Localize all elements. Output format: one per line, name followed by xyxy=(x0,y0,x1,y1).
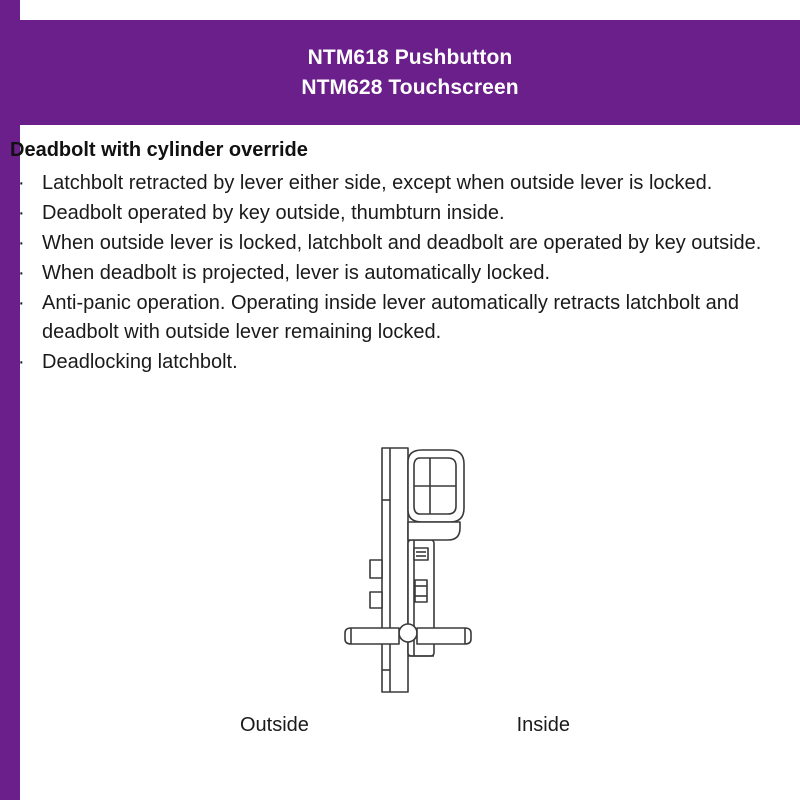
list-item xyxy=(10,199,790,228)
list-item-text: When deadbolt is projected, lever is automatically locked. xyxy=(42,262,551,284)
list-item-text: Latchbolt retracted by lever either side, except when outside lever is locked. xyxy=(42,172,713,194)
list-item xyxy=(10,289,790,347)
header-title-line-1: NTM618 Pushbutton xyxy=(307,45,513,69)
content-body xyxy=(10,137,790,378)
caption-inside: Inside xyxy=(516,714,570,736)
list-item xyxy=(10,229,790,258)
caption-outside: Outside xyxy=(240,714,309,736)
list-item xyxy=(10,348,790,377)
list-item-text: When outside lever is locked, latchbolt and deadbolt are operated by key outside. xyxy=(42,232,762,254)
diagram-area xyxy=(0,440,800,750)
feature-list xyxy=(10,169,790,377)
bullet-marker: · xyxy=(18,262,25,284)
list-item xyxy=(10,259,790,288)
header-title-line-2: NTM628 Touchscreen xyxy=(301,75,519,99)
list-item xyxy=(10,169,790,198)
bullet-marker: · xyxy=(18,202,25,224)
diagram-captions xyxy=(180,712,640,738)
list-item-text: Deadbolt operated by key outside, thumbturn inside. xyxy=(42,202,505,224)
bullet-marker: · xyxy=(18,232,25,254)
bullet-marker: · xyxy=(18,292,25,314)
list-item-text: Deadlocking latchbolt. xyxy=(42,351,238,373)
mortise-lock-diagram-icon xyxy=(290,440,530,700)
bullet-marker: · xyxy=(18,172,25,194)
section-title: Deadbolt with cylinder override xyxy=(10,139,308,161)
header-band xyxy=(20,20,800,125)
list-item-text: Anti-panic operation. Operating inside lever automatically retracts latchbolt and deadbolt with outside lever remaining locked. xyxy=(42,292,740,343)
bullet-marker: · xyxy=(18,351,25,373)
